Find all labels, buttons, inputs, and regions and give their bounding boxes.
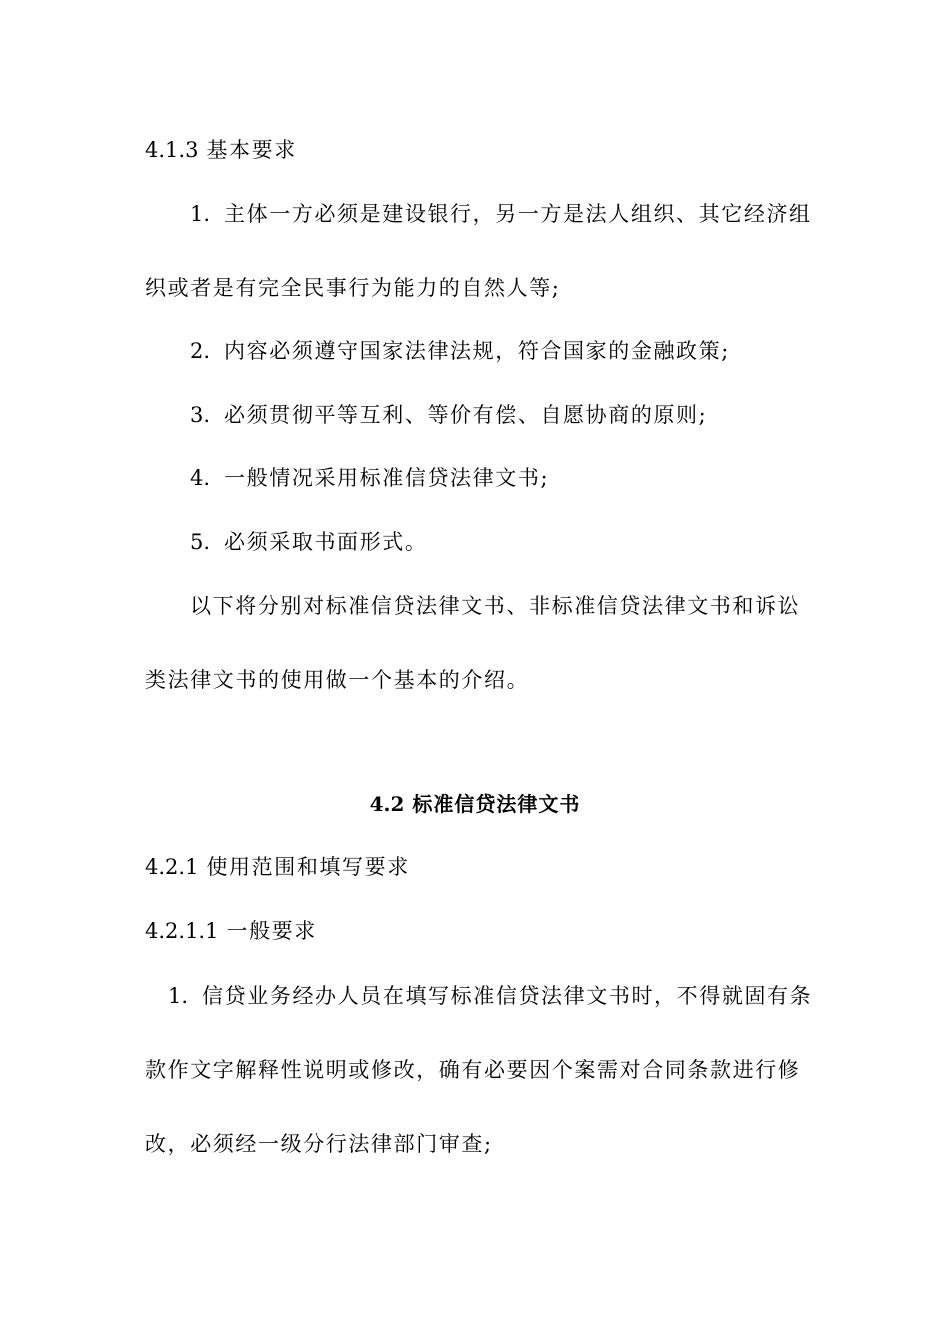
requirement-4 — [190, 464, 549, 492]
list-number: 1. — [190, 202, 211, 226]
section-number: 4.2.1.1 — [145, 919, 219, 943]
list-text: 必须采取书面形式。 — [224, 530, 428, 554]
list-text: 一般情况采用标准信贷法律文书; — [224, 466, 550, 490]
list-number: 1. — [168, 984, 189, 1008]
section-heading-4-2 — [0, 790, 950, 818]
section-heading-4-2-1-1 — [145, 917, 317, 945]
requirement-1-line-1 — [190, 200, 812, 228]
intro-paragraph-line-1: 以下将分别对标准信贷法律文书、非标准信贷法律文书和诉讼 — [190, 594, 801, 618]
requirement-2 — [190, 337, 730, 365]
list-number: 4. — [190, 466, 211, 490]
requirement-1-line-2: 织或者是有完全民事行为能力的自然人等; — [145, 276, 561, 300]
requirement-3 — [190, 401, 707, 429]
section-heading-4-2-1 — [145, 853, 410, 881]
requirement-5 — [190, 528, 427, 556]
section-number: 4.1.3 — [145, 138, 199, 162]
general-requirement-1-line-2: 款作文字解释性说明或修改，确有必要因个案需对合同条款进行修 — [145, 1058, 801, 1082]
section-title: 使用范围和填写要求 — [206, 855, 410, 879]
section-title: 基本要求 — [206, 138, 297, 162]
list-text: 必须贯彻平等互利、等价有偿、自愿协商的原则; — [224, 403, 708, 427]
section-number: 4.2.1 — [145, 855, 199, 879]
list-number: 3. — [190, 403, 211, 427]
section-number: 4.2 — [369, 792, 405, 816]
section-title: 一般要求 — [226, 919, 317, 943]
general-requirement-1-line-3: 改，必须经一级分行法律部门审查; — [145, 1132, 493, 1156]
list-number: 2. — [190, 339, 211, 363]
list-number: 5. — [190, 530, 211, 554]
section-title: 标准信贷法律文书 — [412, 792, 581, 816]
list-text: 信贷业务经办人员在填写标准信贷法律文书时，不得就固有条 — [202, 984, 813, 1008]
general-requirement-1-line-1 — [168, 982, 812, 1010]
intro-paragraph-line-2: 类法律文书的使用做一个基本的介绍。 — [145, 668, 530, 692]
list-text: 内容必须遵守国家法律法规，符合国家的金融政策; — [224, 339, 730, 363]
section-heading-4-1-3 — [145, 136, 297, 164]
list-text: 主体一方必须是建设银行，另一方是法人组织、其它经济组 — [224, 202, 812, 226]
